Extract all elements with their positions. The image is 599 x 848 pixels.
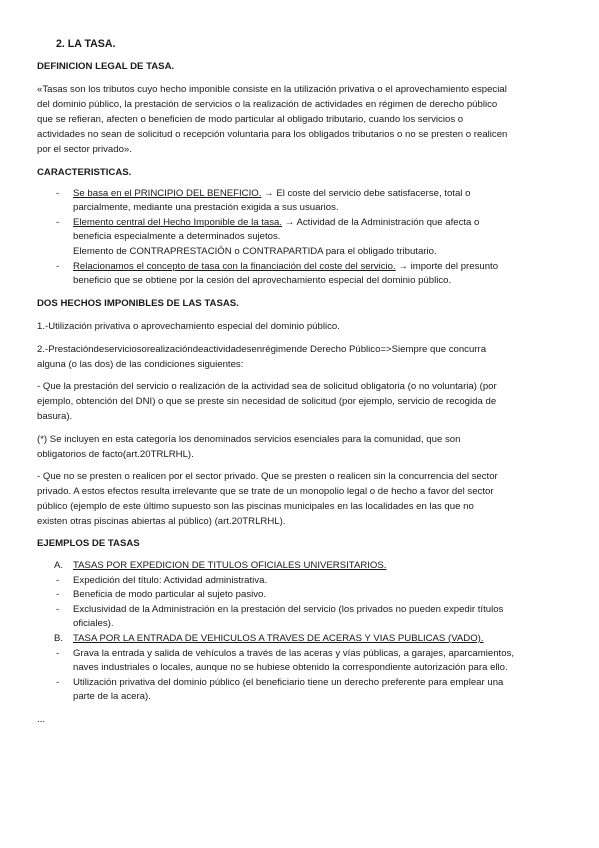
example-b-item-continuation: parte de la acera). bbox=[73, 691, 151, 702]
characteristic-text: → El coste del servicio debe satisfacerse, total o bbox=[261, 188, 471, 199]
bullet-dash: - bbox=[56, 648, 60, 659]
condition-1: basura). bbox=[37, 411, 73, 422]
example-a-item: Expedición del título: Actividad administrativa. bbox=[73, 575, 268, 586]
condition-2: existen otras piscinas abiertas al público) (art.20TRLRHL). bbox=[37, 516, 286, 527]
bullet-dash: - bbox=[56, 677, 60, 688]
characteristic-underlined: Se basa en el PRINCIPIO DEL BENEFICIO. bbox=[73, 188, 262, 199]
characteristic-item bbox=[73, 216, 479, 229]
example-b-title: TASA POR LA ENTRADA DE VEHICULOS A TRAVES DE ACERAS Y VIAS PUBLICAS (VADO). bbox=[73, 633, 484, 644]
definition-heading: DEFINICION LEGAL DE TASA. bbox=[37, 61, 175, 72]
list-marker: A. bbox=[54, 560, 64, 571]
section-title: 2. LA TASA. bbox=[56, 38, 116, 50]
taxable-event-1: 1.-Utilización privativa o aprovechamiento especial del dominio público. bbox=[37, 321, 340, 332]
characteristic-item bbox=[73, 187, 470, 200]
bullet-dash: - bbox=[56, 575, 60, 586]
condition-2: público (ejemplo de este último supuesto son las piscinas municipales en las localidades en las que no bbox=[37, 501, 474, 512]
examples-heading: EJEMPLOS DE TASAS bbox=[37, 538, 140, 549]
characteristic-text: → importe del presunto bbox=[395, 261, 499, 272]
definition-line: actividades no sean de solicitud o recepción voluntaria para los obligados tributarios o no se presten o realicen bbox=[37, 129, 508, 140]
example-a-item-continuation: oficiales). bbox=[73, 618, 114, 629]
characteristic-text: → Actividad de la Administración que afecta o bbox=[282, 217, 480, 228]
characteristic-continuation: Elemento de CONTRAPRESTACIÓN o CONTRAPARTIDA para el obligado tributario. bbox=[73, 246, 437, 257]
note: (*) Se incluyen en esta categoría los denominados servicios esenciales para la comunidad, que son bbox=[37, 434, 461, 445]
characteristic-underlined: Elemento central del Hecho Imponible de la tasa. bbox=[73, 217, 283, 228]
definition-line: «Tasas son los tributos cuyo hecho imponible consiste en la utilización privativa o el aprovechamiento especial bbox=[37, 84, 507, 95]
definition-line: del dominio público, la prestación de servicios o la realización de actividades en régimen de derecho público bbox=[37, 99, 498, 110]
definition-line: que se refieran, afecten o beneficien de modo particular al obligado tributario, cuando los servicios o bbox=[37, 114, 464, 125]
bullet-dash: - bbox=[56, 604, 60, 615]
example-a-title: TASAS POR EXPEDICION DE TITULOS OFICIALES UNIVERSITARIOS. bbox=[73, 560, 387, 571]
bullet-dash: - bbox=[56, 188, 60, 199]
example-a-item: Beneficia de modo particular al sujeto pasivo. bbox=[73, 589, 267, 600]
ellipsis: ... bbox=[37, 714, 45, 725]
definition-line: por el sector privado». bbox=[37, 144, 132, 155]
condition-2: privado. A estos efectos resulta irrelevante que se trate de un monopolio legal o de hecho a favor del sector bbox=[37, 486, 494, 497]
list-marker: B. bbox=[54, 633, 64, 644]
characteristic-continuation: parcialmente, mediante una prestación exigida a sus usuarios. bbox=[73, 202, 339, 213]
bullet-dash: - bbox=[56, 261, 60, 272]
bullet-dash: - bbox=[56, 217, 60, 228]
example-b-item: Utilización privativa del dominio público (el beneficiario tiene un derecho preferente para emplear una bbox=[73, 677, 504, 688]
condition-1: ejemplo, obtención del DNI) o que se preste sin necesidad de solicitud (por ejemplo, servicio de recogida de bbox=[37, 396, 497, 407]
characteristics-heading: CARACTERISTICAS. bbox=[37, 167, 132, 178]
characteristic-underlined: Relacionamos el concepto de tasa con la financiación del coste del servicio. bbox=[73, 261, 396, 272]
bullet-dash: - bbox=[56, 589, 60, 600]
condition-2: - Que no se presten o realicen por el sector privado. Que se presten o realicen sin la concurrencia del sector bbox=[37, 471, 498, 482]
example-b-item-continuation: naves industriales o locales, aunque no se hubiese obtenido la correspondiente autorización para ello. bbox=[73, 662, 508, 673]
characteristic-continuation: beneficia especialmente a determinados sujetos. bbox=[73, 231, 281, 242]
characteristic-continuation: beneficio que se obtiene por la cesión del aprovechamiento especial del dominio público. bbox=[73, 275, 452, 286]
taxable-event-2: 2.-Prestacióndeserviciosorealizacióndeactividadesenrégimende Derecho Público=>Siempre que concurra bbox=[37, 344, 487, 355]
condition-1: - Que la prestación del servicio o realización de la actividad sea de solicitud obligatoria (o no voluntaria) (por bbox=[37, 381, 497, 392]
taxable-events-heading: DOS HECHOS IMPONIBLES DE LAS TASAS. bbox=[37, 298, 239, 309]
example-a-item: Exclusividad de la Administración en la prestación del servicio (los privados no pueden expedir títulos bbox=[73, 604, 504, 615]
example-b-item: Grava la entrada y salida de vehículos a través de las aceras y vías públicas, a garajes, aparcamientos, bbox=[73, 648, 515, 659]
taxable-event-2: alguna (o las dos) de las condiciones siguientes: bbox=[37, 359, 244, 370]
characteristic-item bbox=[73, 260, 498, 273]
note: obligatorios de facto(art.20TRLRHL). bbox=[37, 449, 194, 460]
